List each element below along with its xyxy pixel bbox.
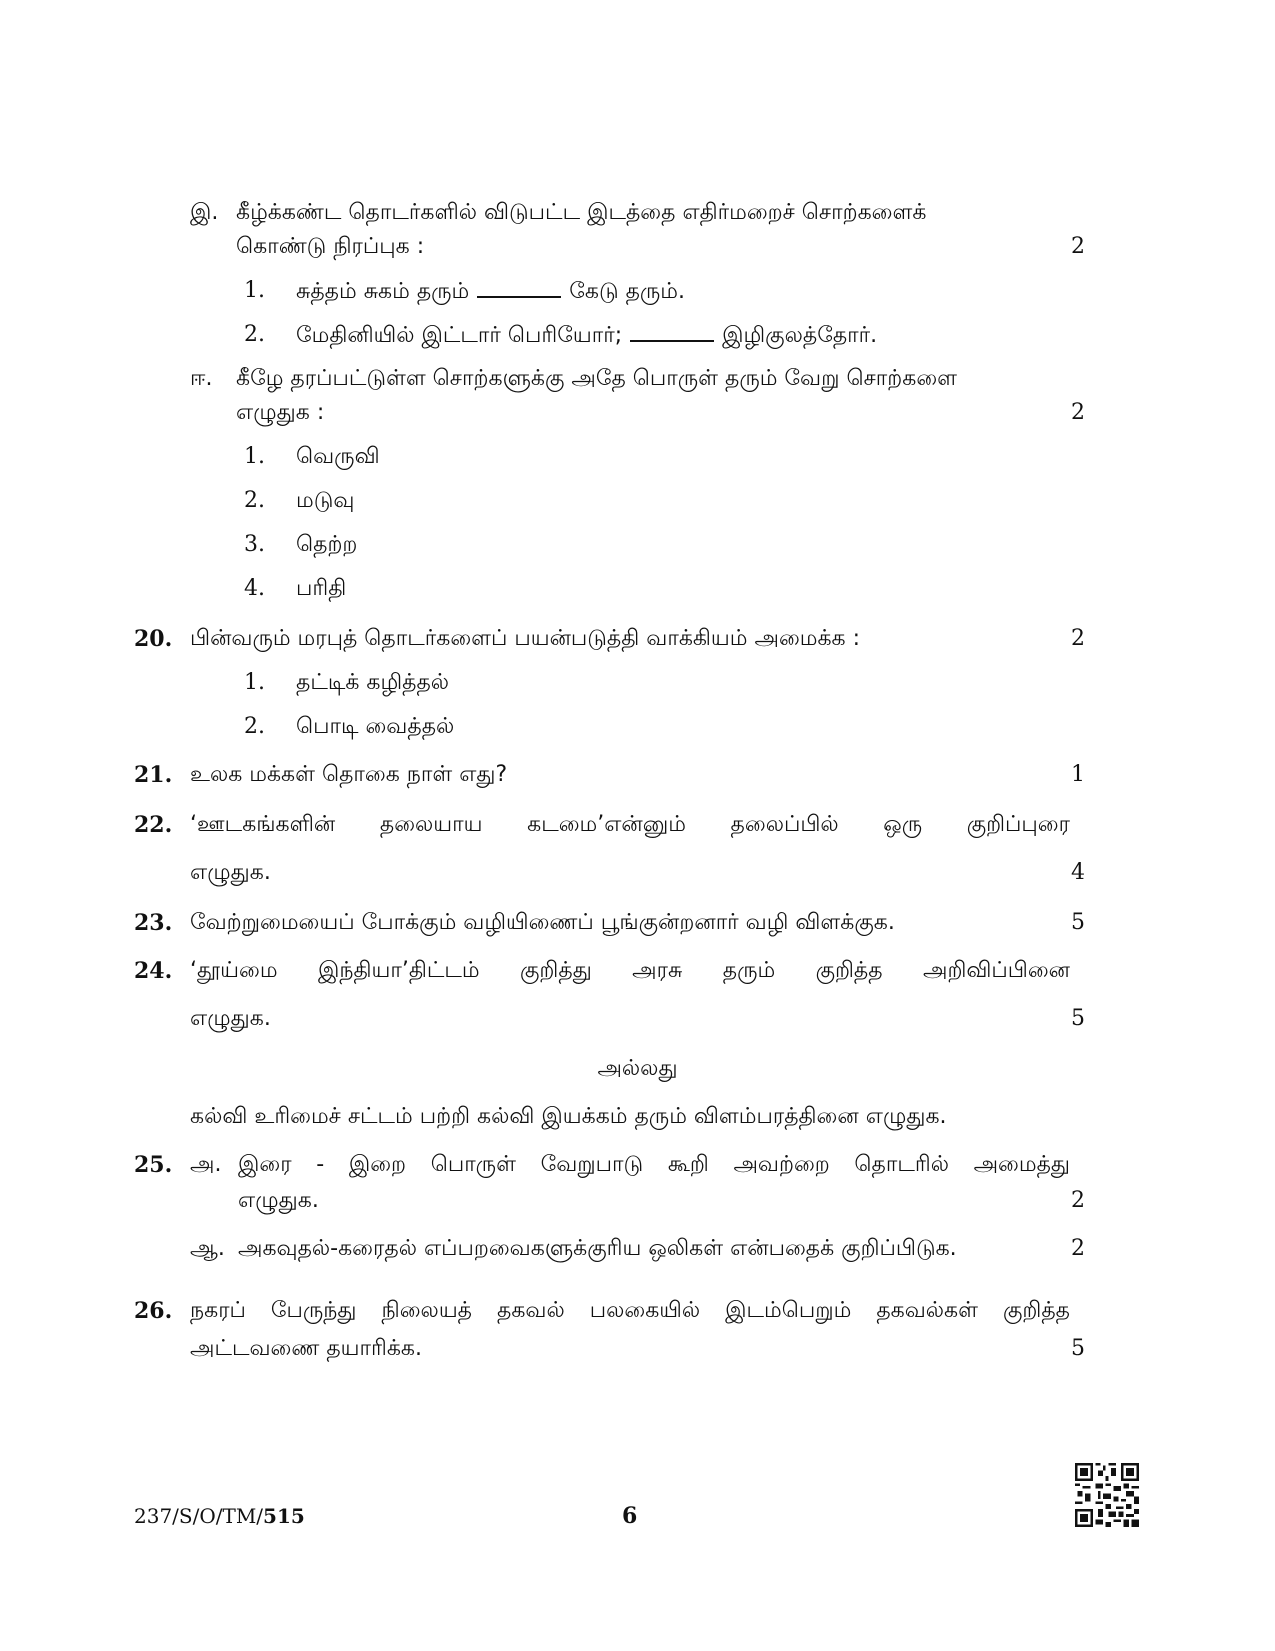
question-number-25: 25.	[134, 1152, 173, 1178]
q23-text: வேற்றுமையைப் போக்கும் வழியிணைப் பூங்குன்றனார் வழி விளக்குக.	[190, 910, 895, 935]
q25-a-label: அ.	[190, 1152, 222, 1177]
q19-i-marks: 2	[1071, 234, 1085, 259]
q19-i-item2: மேதினியில் இட்டார் பெரியோர்; இழிகுலத்தோர்.	[296, 320, 877, 351]
answer-blank	[630, 320, 714, 342]
question-number-26: 26.	[134, 1298, 173, 1324]
page-number: 6	[622, 1503, 638, 1529]
qr-code-icon	[1075, 1463, 1139, 1527]
q19-ii-line2: எழுதுக :	[236, 400, 325, 425]
q19-ii-item1-number: 1.	[244, 444, 265, 469]
q19-ii-item3: தெற்ற	[296, 532, 358, 557]
q19-ii-item3-number: 3.	[244, 532, 265, 557]
q19-ii-marks: 2	[1071, 400, 1085, 425]
q20-item1: தட்டிக் கழித்தல்	[296, 670, 450, 695]
q25-b-text: அகவுதல்-கரைதல் எப்பறவைகளுக்குரிய ஒலிகள் என்பதைக் குறிப்பிடுக.	[238, 1236, 957, 1261]
q19-ii-line1: கீழே தரப்பட்டுள்ள சொற்களுக்கு அதே பொருள் தரும் வேறு சொற்களை	[236, 366, 957, 391]
q19-ii-item1: வெருவி	[296, 444, 380, 469]
q22-line1: ‘ஊடகங்களின் தலையாய கடமை’என்னும் தலைப்பில் ஒரு குறிப்புரை	[190, 812, 1070, 837]
q24-marks: 5	[1071, 1006, 1085, 1031]
q22-line2: எழுதுக.	[190, 860, 271, 885]
question-number-21: 21.	[134, 762, 173, 788]
answer-blank	[477, 276, 561, 298]
question-number-24: 24.	[134, 958, 173, 984]
q26-marks: 5	[1071, 1336, 1085, 1361]
or-separator: அல்லது	[597, 1056, 678, 1081]
q20-item2: பொடி வைத்தல்	[296, 714, 455, 739]
q24-line1: ‘தூய்மை இந்தியா’திட்டம் குறித்து அரசு தரும் குறித்த அறிவிப்பினை	[190, 958, 1070, 983]
q19-ii-item2-number: 2.	[244, 488, 265, 513]
q19-ii-item4: பரிதி	[296, 576, 347, 601]
sub-label-i: இ.	[190, 200, 219, 225]
q23-marks: 5	[1071, 910, 1085, 935]
q25-b-label: ஆ.	[190, 1236, 225, 1261]
q20-item2-number: 2.	[244, 714, 265, 739]
q20-item1-number: 1.	[244, 670, 265, 695]
q21-text: உலக மக்கள் தொகை நாள் எது?	[190, 762, 508, 787]
q19-i-item2-number: 2.	[244, 322, 265, 347]
q19-i-line2: கொண்டு நிரப்புக :	[236, 234, 425, 259]
q22-marks: 4	[1071, 860, 1085, 885]
q20-text: பின்வரும் மரபுத் தொடர்களைப் பயன்படுத்தி வாக்கியம் அமைக்க :	[190, 626, 861, 651]
q25-b-marks: 2	[1071, 1236, 1085, 1261]
q19-ii-item2: மடுவு	[296, 488, 355, 513]
q19-ii-item4-number: 4.	[244, 576, 265, 601]
q20-marks: 2	[1071, 626, 1085, 651]
q21-marks: 1	[1071, 762, 1085, 787]
question-number-20: 20.	[134, 626, 173, 652]
question-number-22: 22.	[134, 812, 173, 838]
q24-alternative: கல்வி உரிமைச் சட்டம் பற்றி கல்வி இயக்கம் தரும் விளம்பரத்தினை எழுதுக.	[190, 1104, 947, 1129]
question-number-23: 23.	[134, 910, 173, 936]
q19-i-item1: சுத்தம் சுகம் தரும் கேடு தரும்.	[296, 276, 685, 307]
q26-line2: அட்டவணை தயாரிக்க.	[190, 1336, 422, 1361]
sub-label-ii: ஈ.	[190, 366, 213, 391]
q24-line2: எழுதுக.	[190, 1006, 271, 1031]
q25-a-marks: 2	[1071, 1188, 1085, 1213]
q19-i-line1: கீழ்க்கண்ட தொடர்களில் விடுபட்ட இடத்தை எதிர்மறைச் சொற்களைக்	[236, 200, 927, 225]
q19-i-item1-number: 1.	[244, 278, 265, 303]
q26-line1: நகரப் பேருந்து நிலையத் தகவல் பலகையில் இடம்பெறும் தகவல்கள் குறித்த	[190, 1298, 1070, 1323]
paper-code: 237/S/O/TM/515	[134, 1504, 305, 1528]
q25-a-line2: எழுதுக.	[238, 1188, 319, 1213]
q25-a-line1: இரை - இறை பொருள் வேறுபாடு கூறி அவற்றை தொடரில் அமைத்து	[238, 1152, 1070, 1177]
